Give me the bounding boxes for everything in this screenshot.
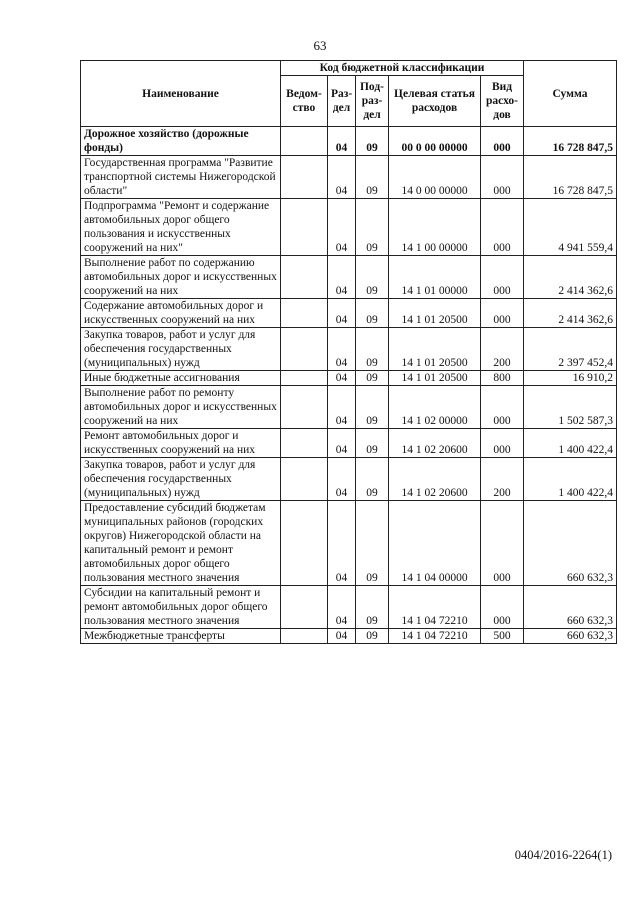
row-subsection: 09 — [356, 199, 389, 256]
row-subsection: 09 — [356, 429, 389, 458]
row-subsection: 09 — [356, 629, 389, 644]
row-target: 14 1 01 20500 — [389, 328, 481, 371]
row-subsection: 09 — [356, 458, 389, 501]
row-amount: 1 400 422,4 — [524, 429, 617, 458]
row-dept — [281, 386, 328, 429]
row-target: 14 1 00 00000 — [389, 199, 481, 256]
row-section: 04 — [328, 199, 356, 256]
row-subsection: 09 — [356, 156, 389, 199]
row-expense-type: 000 — [481, 199, 524, 256]
table-row — [81, 256, 617, 299]
row-name: Государственная программа "Развитие транспортной системы Нижегородской области" — [81, 156, 281, 199]
row-expense-type: 000 — [481, 156, 524, 199]
row-amount: 660 632,3 — [524, 501, 617, 586]
table-header — [81, 61, 617, 127]
row-name: Закупка товаров, работ и услуг для обеспечения государственных (муниципальных) нужд — [81, 328, 281, 371]
row-target: 14 1 02 00000 — [389, 386, 481, 429]
row-subsection: 09 — [356, 371, 389, 386]
table-row — [81, 371, 617, 386]
document-id: 0404/2016-2264(1) — [514, 848, 612, 862]
row-subsection: 09 — [356, 256, 389, 299]
row-dept — [281, 299, 328, 328]
row-dept — [281, 501, 328, 586]
column-header-expense-type: Вид расхо-дов — [481, 76, 524, 127]
row-expense-type: 000 — [481, 429, 524, 458]
row-target: 14 1 01 00000 — [389, 256, 481, 299]
row-expense-type: 000 — [481, 501, 524, 586]
row-section: 04 — [328, 156, 356, 199]
row-expense-type: 000 — [481, 586, 524, 629]
row-expense-type: 200 — [481, 328, 524, 371]
column-header-dept: Ведом-ство — [281, 76, 328, 127]
row-amount: 4 941 559,4 — [524, 199, 617, 256]
row-expense-type: 000 — [481, 256, 524, 299]
row-dept — [281, 199, 328, 256]
row-name: Закупка товаров, работ и услуг для обеспечения государственных (муниципальных) нужд — [81, 458, 281, 501]
row-amount: 2 397 452,4 — [524, 328, 617, 371]
row-target: 14 1 02 20600 — [389, 429, 481, 458]
row-name: Иные бюджетные ассигнования — [81, 371, 281, 386]
page-number: 63 — [313, 38, 327, 53]
row-dept — [281, 629, 328, 644]
row-section: 04 — [328, 429, 356, 458]
row-dept — [281, 586, 328, 629]
row-amount: 2 414 362,6 — [524, 256, 617, 299]
table-row — [81, 299, 617, 328]
row-dept — [281, 256, 328, 299]
row-section: 04 — [328, 501, 356, 586]
table-row — [81, 586, 617, 629]
row-target: 14 1 01 20500 — [389, 371, 481, 386]
row-subsection: 09 — [356, 586, 389, 629]
table-row — [81, 458, 617, 501]
row-amount: 660 632,3 — [524, 629, 617, 644]
row-amount: 16 728 847,5 — [524, 156, 617, 199]
row-amount: 1 400 422,4 — [524, 458, 617, 501]
row-amount: 16 728 847,5 — [524, 127, 617, 156]
row-target: 14 0 00 00000 — [389, 156, 481, 199]
column-header-target: Целевая статья расходов — [389, 76, 481, 127]
row-expense-type: 000 — [481, 386, 524, 429]
row-target: 00 0 00 00000 — [389, 127, 481, 156]
column-header-section: Раз-дел — [328, 76, 356, 127]
row-expense-type: 000 — [481, 127, 524, 156]
row-section: 04 — [328, 458, 356, 501]
table-row — [81, 127, 617, 156]
row-section: 04 — [328, 328, 356, 371]
row-name: Выполнение работ по содержанию автомобильных дорог и искусственных сооружений на них — [81, 256, 281, 299]
budget-table — [80, 60, 617, 644]
row-subsection: 09 — [356, 299, 389, 328]
table-row — [81, 386, 617, 429]
column-header-amount: Сумма — [524, 61, 617, 127]
row-name: Субсидии на капитальный ремонт и ремонт автомобильных дорог общего пользования местного значения — [81, 586, 281, 629]
row-subsection: 09 — [356, 328, 389, 371]
row-expense-type: 800 — [481, 371, 524, 386]
row-dept — [281, 458, 328, 501]
row-name: Ремонт автомобильных дорог и искусственных сооружений на них — [81, 429, 281, 458]
table-row — [81, 501, 617, 586]
row-target: 14 1 04 72210 — [389, 586, 481, 629]
column-header-name: Наименование — [81, 61, 281, 127]
row-expense-type: 200 — [481, 458, 524, 501]
row-dept — [281, 328, 328, 371]
row-target: 14 1 02 20600 — [389, 458, 481, 501]
row-name: Межбюджетные трансферты — [81, 629, 281, 644]
row-dept — [281, 127, 328, 156]
table-row — [81, 199, 617, 256]
row-amount: 660 632,3 — [524, 586, 617, 629]
row-subsection: 09 — [356, 501, 389, 586]
row-dept — [281, 429, 328, 458]
row-dept — [281, 371, 328, 386]
row-name: Предоставление субсидий бюджетам муниципальных районов (городских округов) Нижегородской области на капитальный ремонт и ремонт автомобильных дорог общего пользования местного значения — [81, 501, 281, 586]
row-name: Выполнение работ по ремонту автомобильных дорог и искусственных сооружений на них — [81, 386, 281, 429]
row-name: Дорожное хозяйство (дорожные фонды) — [81, 127, 281, 156]
table-row — [81, 156, 617, 199]
table-row — [81, 328, 617, 371]
row-section: 04 — [328, 371, 356, 386]
row-amount: 1 502 587,3 — [524, 386, 617, 429]
table-row — [81, 429, 617, 458]
row-target: 14 1 01 20500 — [389, 299, 481, 328]
row-amount: 2 414 362,6 — [524, 299, 617, 328]
row-expense-type: 000 — [481, 299, 524, 328]
table-body — [81, 127, 617, 644]
row-subsection: 09 — [356, 127, 389, 156]
row-subsection: 09 — [356, 386, 389, 429]
row-name: Подпрограмма "Ремонт и содержание автомобильных дорог общего пользования и искусственных сооружений на них" — [81, 199, 281, 256]
table-row — [81, 629, 617, 644]
row-expense-type: 500 — [481, 629, 524, 644]
row-section: 04 — [328, 586, 356, 629]
row-section: 04 — [328, 629, 356, 644]
column-group-header-classification: Код бюджетной классификации — [281, 61, 524, 76]
row-dept — [281, 156, 328, 199]
row-section: 04 — [328, 386, 356, 429]
row-section: 04 — [328, 299, 356, 328]
row-amount: 16 910,2 — [524, 371, 617, 386]
row-target: 14 1 04 00000 — [389, 501, 481, 586]
row-section: 04 — [328, 127, 356, 156]
row-target: 14 1 04 72210 — [389, 629, 481, 644]
row-name: Содержание автомобильных дорог и искусственных сооружений на них — [81, 299, 281, 328]
row-section: 04 — [328, 256, 356, 299]
column-header-subsection: Под-раз-дел — [356, 76, 389, 127]
